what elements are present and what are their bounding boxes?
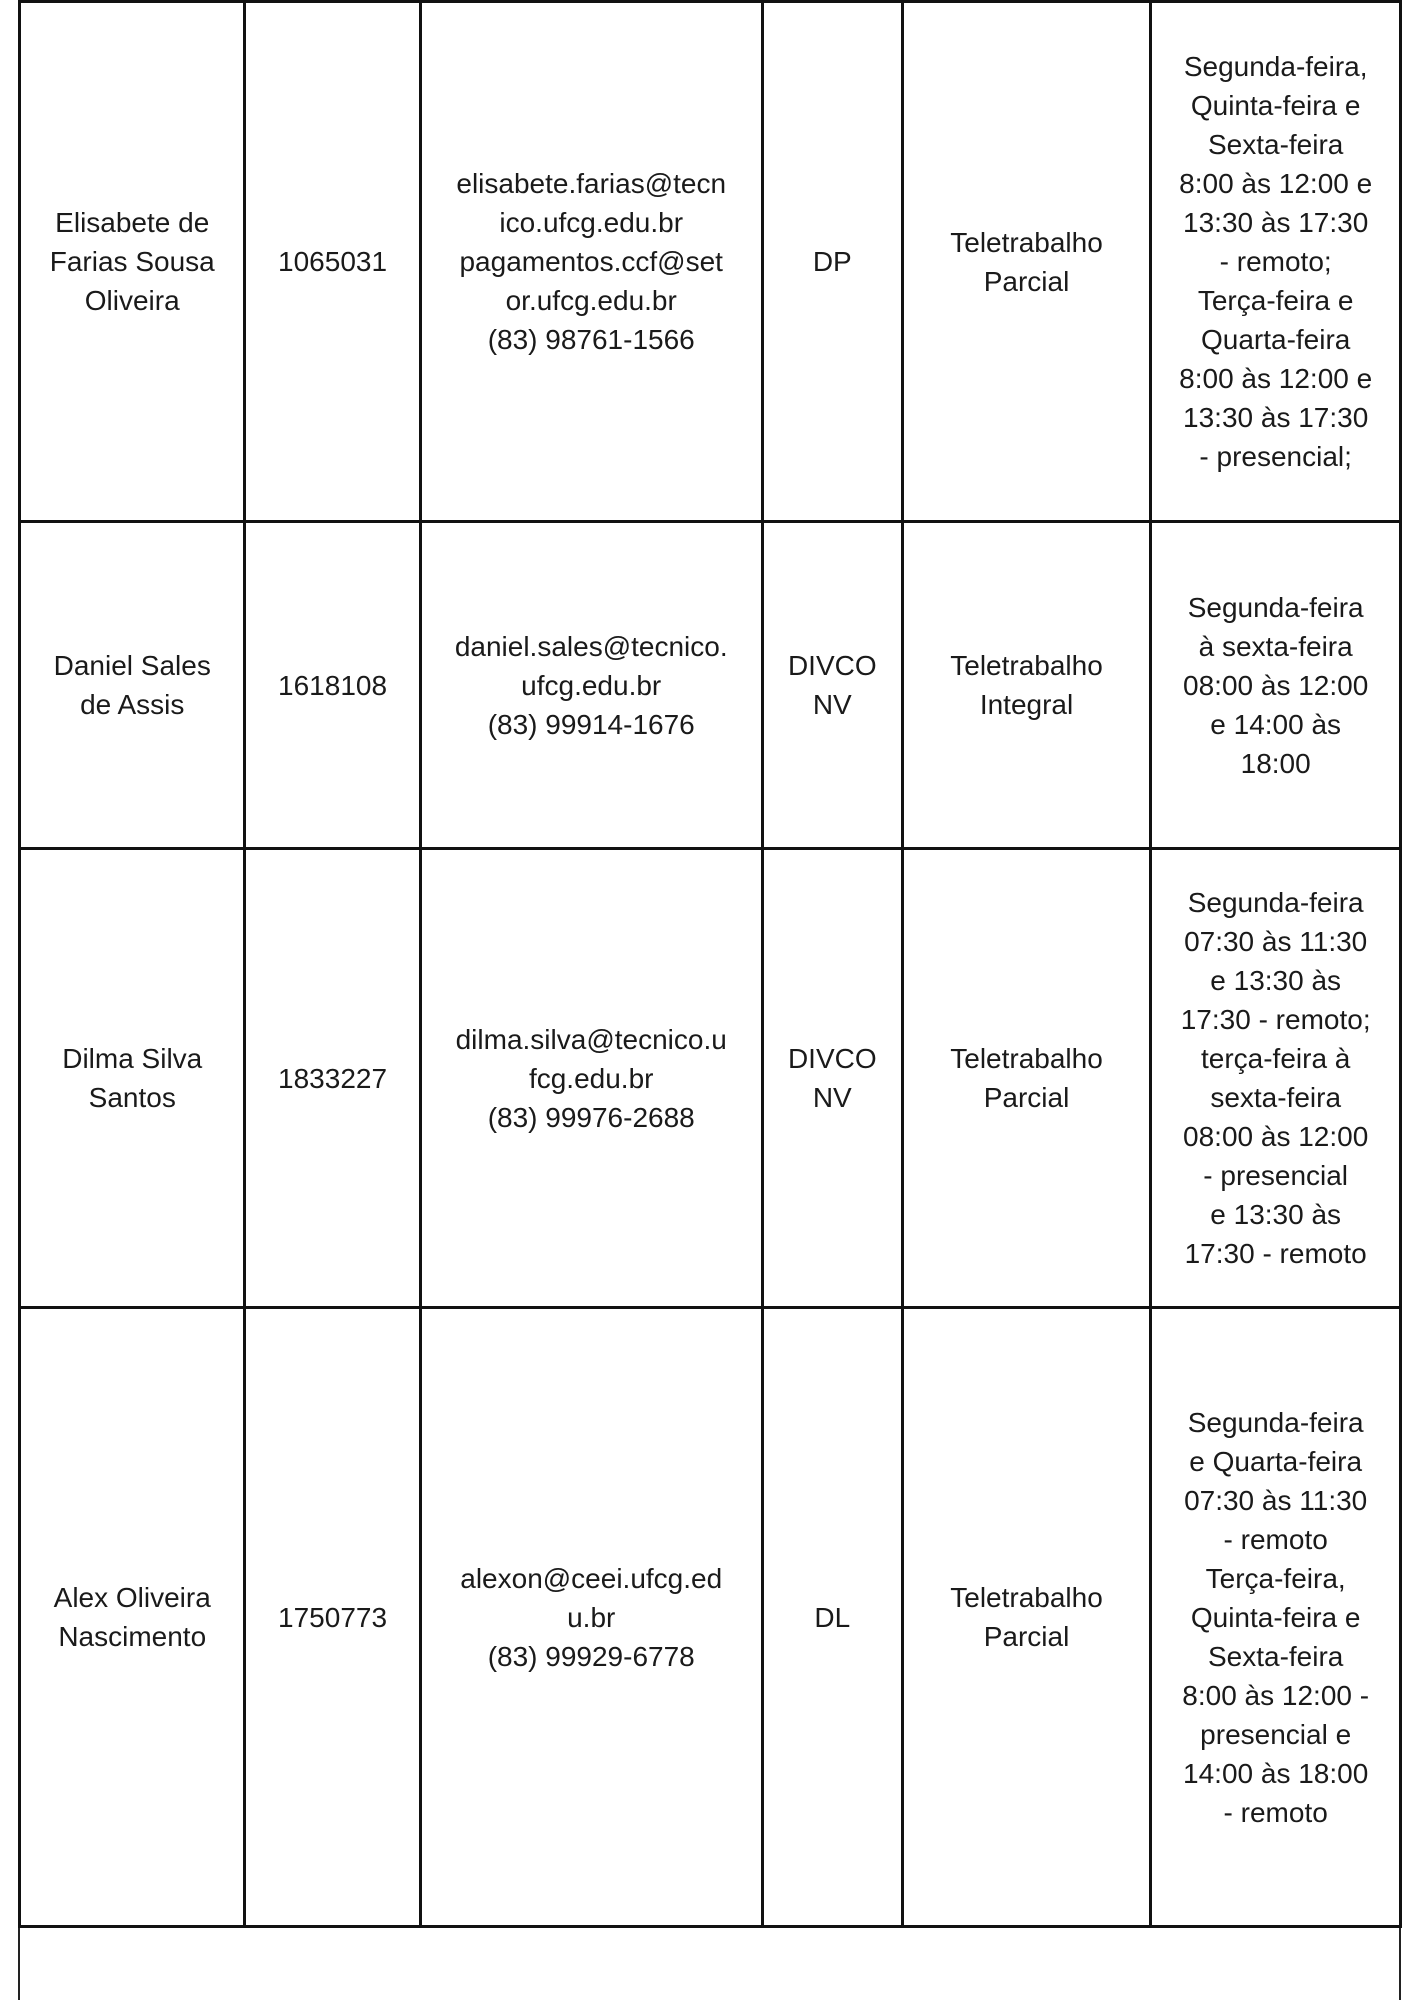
staff-unit-cell: DP [762,2,902,522]
staff-schedule-table [18,0,1402,1928]
table-row [20,849,1401,1308]
staff-contact-cell: alexon@ceei.ufcg.ed u.br (83) 99929-6778 [420,1308,762,1927]
schedule-cell: Segunda-feira à sexta-feira 08:00 às 12:00 e 14:00 às 18:00 [1151,522,1401,849]
schedule-cell: Segunda-feira, Quinta-feira e Sexta-feira 8:00 às 12:00 e 13:30 às 17:30 - remoto; Terça-feira e Quarta-feira 8:00 às 12:00 e 13:30 às 17:30 - presencial; [1151,2,1401,522]
staff-unit-cell: DL [762,1308,902,1927]
staff-name-cell: Daniel Sales de Assis [20,522,245,849]
staff-id-cell: 1065031 [245,2,420,522]
table-row [20,522,1401,849]
staff-name-cell: Dilma Silva Santos [20,849,245,1308]
staff-name-cell: Alex Oliveira Nascimento [20,1308,245,1927]
staff-contact-cell: dilma.silva@tecnico.u fcg.edu.br (83) 99976-2688 [420,849,762,1308]
work-mode-cell: Teletrabalho Parcial [902,849,1151,1308]
staff-id-cell: 1618108 [245,522,420,849]
table-row [20,2,1401,522]
staff-contact-cell: daniel.sales@tecnico. ufcg.edu.br (83) 99914-1676 [420,522,762,849]
staff-unit-cell: DIVCO NV [762,849,902,1308]
staff-unit-cell: DIVCO NV [762,522,902,849]
table-row [20,1308,1401,1927]
work-mode-cell: Teletrabalho Parcial [902,2,1151,522]
work-mode-cell: Teletrabalho Integral [902,522,1151,849]
staff-id-cell: 1750773 [245,1308,420,1927]
schedule-cell: Segunda-feira 07:30 às 11:30 e 13:30 às 17:30 - remoto; terça-feira à sexta-feira 08:00 às 12:00 - presencial e 13:30 às 17:30 - remoto [1151,849,1401,1308]
schedule-cell: Segunda-feira e Quarta-feira 07:30 às 11:30 - remoto Terça-feira, Quinta-feira e Sexta-feira 8:00 às 12:00 - presencial e 14:00 às 18:00 - remoto [1151,1308,1401,1927]
staff-id-cell: 1833227 [245,849,420,1308]
staff-contact-cell: elisabete.farias@tecn ico.ufcg.edu.br pagamentos.ccf@set or.ufcg.edu.br (83) 98761-1566 [420,2,762,522]
staff-name-cell: Elisabete de Farias Sousa Oliveira [20,2,245,522]
work-mode-cell: Teletrabalho Parcial [902,1308,1151,1927]
